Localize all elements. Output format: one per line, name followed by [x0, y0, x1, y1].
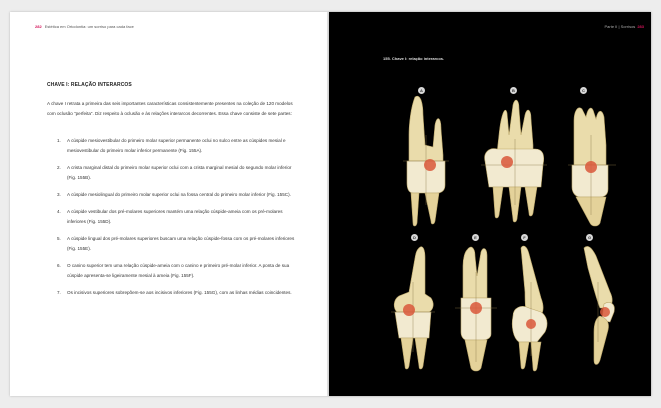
premolar-illustration: [389, 242, 437, 374]
panel-label: A: [418, 87, 425, 94]
list-item-number: 3.: [57, 192, 61, 197]
list-item: [57, 163, 299, 183]
panel-label: D: [411, 234, 418, 241]
list-item-text: A crista marginal distal do primeiro molar superior oclui com a crista marginal mesial do segundo molar inferior (Fig. 155B).: [67, 165, 292, 180]
figure-panel-a: [399, 87, 449, 227]
running-head-right-text: Parte II | Sorrisos: [604, 24, 636, 29]
list-item-text: A cúspide mesiolingual do primeiro molar superior oclui na fossa central do primeiro molar inferior (Fig. 155C).: [67, 192, 291, 197]
molar-pair-illustration: [399, 95, 449, 230]
list-item-number: 5.: [57, 236, 61, 241]
list-item-text: A cúspide mesiovestibular do primeiro molar superior permanente oclui no sulco entre as cúspides mesial e mesiovestibular do primeiro molar inferior permanente (Fig. 155A).: [67, 138, 286, 153]
figure-panel-f: [507, 234, 557, 374]
list-item-text: A cúspide lingual dos pré-molares superiores buscam uma relação cúspide-fossa com os pré-molares inferiores (Fig. 155E).: [67, 236, 295, 251]
list-item-number: 2.: [57, 165, 61, 170]
list-item: [57, 261, 299, 281]
list-item: [57, 288, 299, 298]
list-item-text: A cúspide vestibular dos pré-molares superiores mantém uma relação cúspide-ameia com os pré-molares inferiores (Fig. 155D).: [67, 209, 283, 224]
canine-illustration: [507, 242, 557, 374]
list-item: [57, 190, 299, 200]
list-item-text: Os incisivos superiores sobrepõem-se aos incisivos inferiores (Fig. 155G), com as linhas médias coincidentes.: [67, 290, 292, 295]
figure-panel-b: [479, 87, 549, 227]
figure-panel-e: [451, 234, 499, 374]
panel-label: C: [580, 87, 587, 94]
running-head-left: [35, 24, 134, 29]
list-item: [57, 207, 299, 227]
section-title: CHAVE I: RELAÇÃO INTERARCOS: [47, 82, 132, 88]
figure-panel-c: [564, 87, 619, 227]
list-item-number: 7.: [57, 290, 61, 295]
keys-list: [57, 136, 299, 305]
list-item-number: 1.: [57, 138, 61, 143]
molar-wide-illustration: [479, 95, 549, 230]
figure-caption: 155. Chave I: relação interarcos.: [383, 56, 445, 61]
list-item: [57, 136, 299, 156]
panel-label: F: [521, 234, 528, 241]
premolar-lingual-illustration: [451, 242, 499, 374]
left-page: [10, 12, 329, 396]
book-spread: [10, 12, 651, 396]
figure-panel-g: [574, 234, 624, 374]
right-page: [329, 12, 651, 396]
list-item-number: 6.: [57, 263, 61, 268]
running-head-right: [604, 24, 644, 29]
incisor-illustration: [574, 242, 624, 374]
figure-panel-d: [389, 234, 437, 374]
panel-label: E: [472, 234, 479, 241]
panel-label: B: [510, 87, 517, 94]
list-item: [57, 234, 299, 254]
page-number-left: 282: [35, 24, 42, 29]
panel-label: G: [587, 235, 592, 240]
list-item-text: O canino superior tem uma relação cúspide-ameia com o canino e primeiro pré-molar inferior. A ponta de sua cúspide apresenta-se ligeiramente mesial à ameia (Fig. 155F).: [67, 263, 290, 278]
page-number-right: 283: [637, 24, 644, 29]
intro-paragraph: A chave I retrata a primeira das seis importantes características consistentemente presentes na coleção de 120 modelos com oclusão “perfeita”. Diz respeito à oclusão e às relações interarcos decorrentes. Essa chave consiste de sete partes:: [47, 101, 293, 116]
list-item-number: 4.: [57, 209, 61, 214]
book-gutter: [327, 12, 331, 396]
running-head-left-text: Estética em Ortodontia: um sorriso para cada face: [44, 24, 134, 29]
molar-side-illustration: [564, 95, 619, 230]
